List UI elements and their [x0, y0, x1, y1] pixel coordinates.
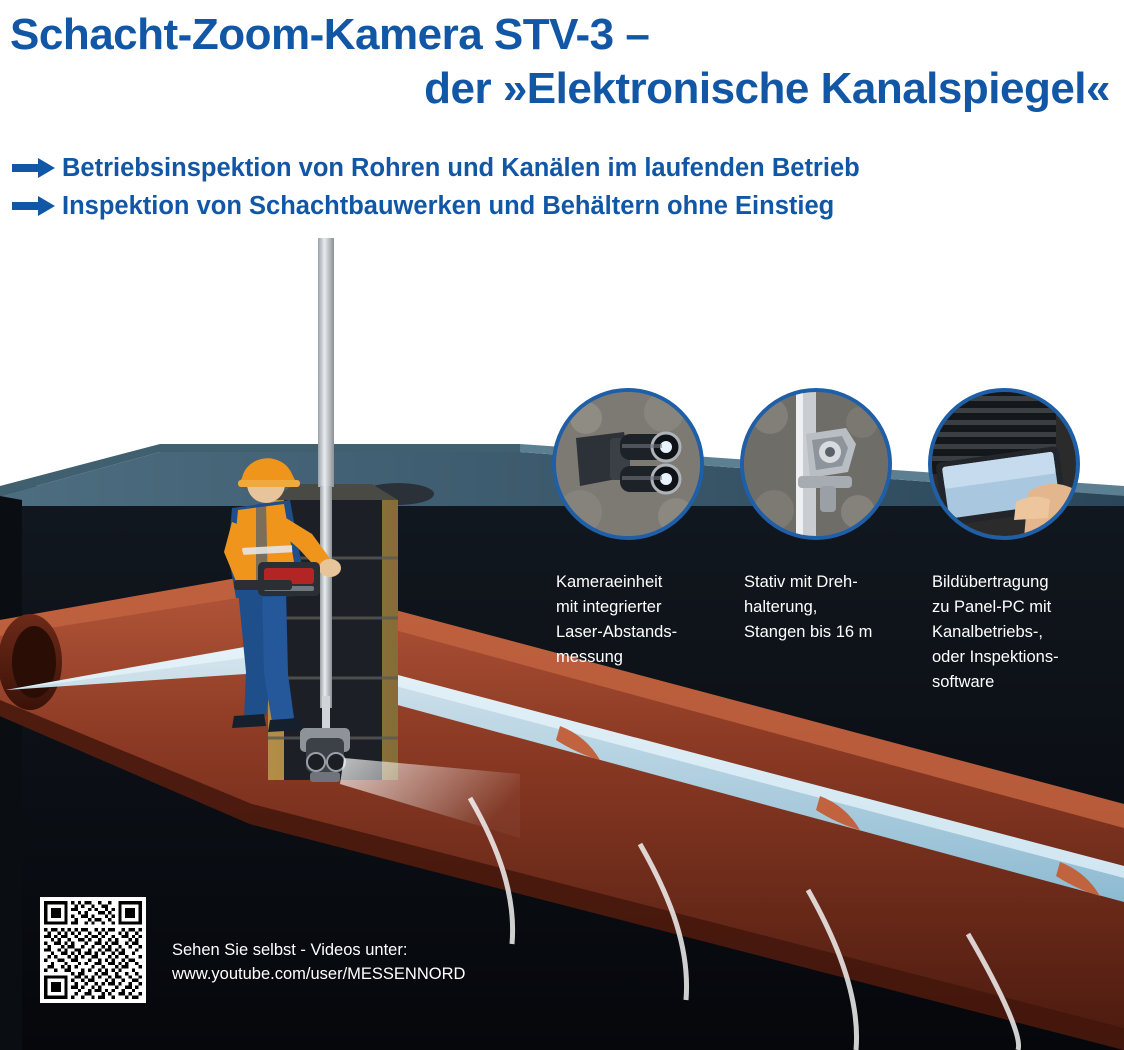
tripod-mount-photo [744, 392, 888, 536]
caption-line: Laser-Abstands- [556, 623, 678, 641]
title-line-1: Schacht-Zoom-Kamera STV-3 – [10, 10, 650, 59]
caption-stativ [744, 570, 934, 645]
camera-head-photo [556, 392, 700, 536]
caption-line: oder Inspektions- [932, 648, 1059, 666]
title-line-2: der »Elektronische Kanalspiegel« [424, 64, 1110, 113]
caption-line: messung [556, 648, 623, 666]
bullet-label: Inspektion von Schachtbauwerken und Behältern ohne Einstieg [62, 192, 835, 220]
callout-stativ [740, 388, 892, 540]
bullet-list [10, 152, 1120, 228]
caption-line: mit integrierter [556, 598, 662, 616]
caption-line: software [932, 673, 995, 691]
caption-kameraeinheit [556, 570, 746, 670]
caption-line: zu Panel-PC mit [932, 598, 1052, 616]
header [0, 0, 1124, 238]
caption-line: Kameraeinheit [556, 573, 663, 591]
caption-line: Stativ mit Dreh- [744, 573, 858, 591]
caption-line: Bildübertragung [932, 573, 1049, 591]
caption-bilduebertragung [932, 570, 1122, 695]
video-url[interactable]: www.youtube.com/user/MESSENNORD [172, 965, 466, 983]
video-line: Sehen Sie selbst - Videos unter: [172, 941, 408, 959]
arrow-right-icon [10, 155, 62, 181]
caption-line: Kanalbetriebs-, [932, 623, 1043, 641]
arrow-right-icon [10, 193, 62, 219]
callout-kameraeinheit [552, 388, 704, 540]
bullet-item [10, 190, 1120, 222]
page-title [0, 8, 1124, 116]
caption-line: halterung, [744, 598, 818, 616]
illustration-scene [0, 238, 1124, 1050]
bullet-label: Betriebsinspektion von Rohren und Kanälen im laufenden Betrieb [62, 154, 860, 182]
caption-line: Stangen bis 16 m [744, 623, 873, 641]
callout-bilduebertragung [928, 388, 1080, 540]
qr-code-icon[interactable] [40, 897, 146, 1003]
bullet-item [10, 152, 1120, 184]
video-link-text [172, 938, 572, 986]
panel-pc-photo [932, 392, 1076, 536]
